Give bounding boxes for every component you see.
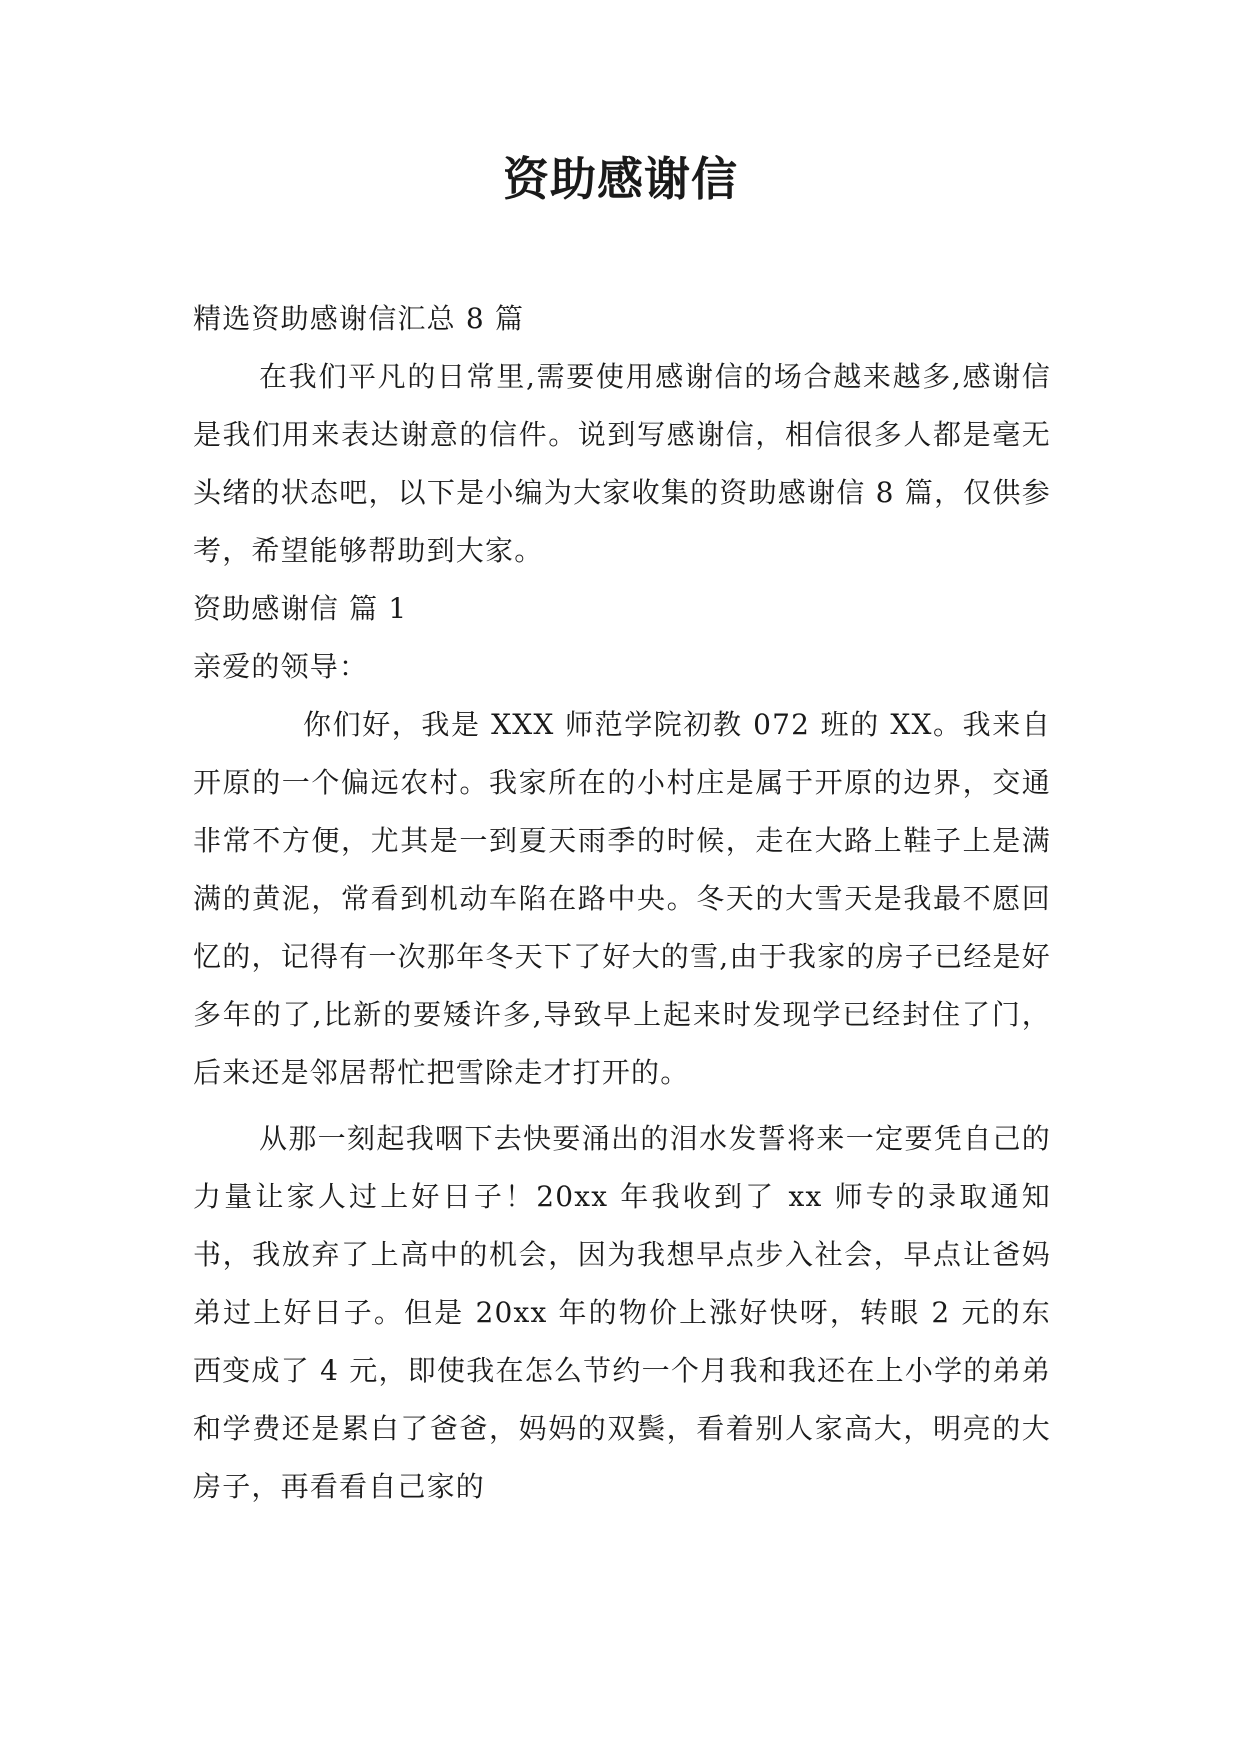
document-title: 资助感谢信 (503, 152, 738, 206)
letter-paragraph-1: 你们好，我是 XXX 师范学院初教 072 班的 XX。我来自开原的一个偏远农村。我家所在的小村庄是属于开原的边界，交通非常不方便，尤其是一到夏天雨季的时候，走在大路上鞋子上是满满的黄泥，常看到机动车陷在路中央。冬天的大雪天是我最不愿回忆的，记得有一次那年冬天下了好大的雪,由于我家的房子已经是好多年的了,比新的要矮许多,导致早上起来时发现学已经封住了门，后来还是邻居帮忙把雪除走才打开的。 (193, 708, 1051, 1089)
document-body (193, 290, 1051, 1516)
salutation: 亲爱的领导： (193, 650, 369, 683)
intro-paragraph: 在我们平凡的日常里,需要使用感谢信的场合越来越多,感谢信是我们用来表达谢意的信件。说到写感谢信，相信很多人都是毫无头绪的状态吧，以下是小编为大家收集的资助感谢信 8 篇，仅供参考，希望能够帮助到大家。 (193, 360, 1051, 567)
document-subtitle: 精选资助感谢信汇总 8 篇 (193, 302, 525, 335)
letter-paragraph-2: 从那一刻起我咽下去快要涌出的泪水发誓将来一定要凭自己的力量让家人过上好日子！20xx 年我收到了 xx 师专的录取通知书，我放弃了上高中的机会，因为我想早点步入社会，早点让爸妈弟过上好日子。但是 20xx 年的物价上涨好快呀，转眼 2 元的东西变成了 4 元，即使我在怎么节约一个月我和我还在上小学的弟弟和学费还是累白了爸爸，妈妈的双鬓，看着别人家高大，明亮的大房子，再看看自己家的 (193, 1122, 1051, 1503)
section-heading: 资助感谢信 篇 1 (193, 592, 408, 625)
